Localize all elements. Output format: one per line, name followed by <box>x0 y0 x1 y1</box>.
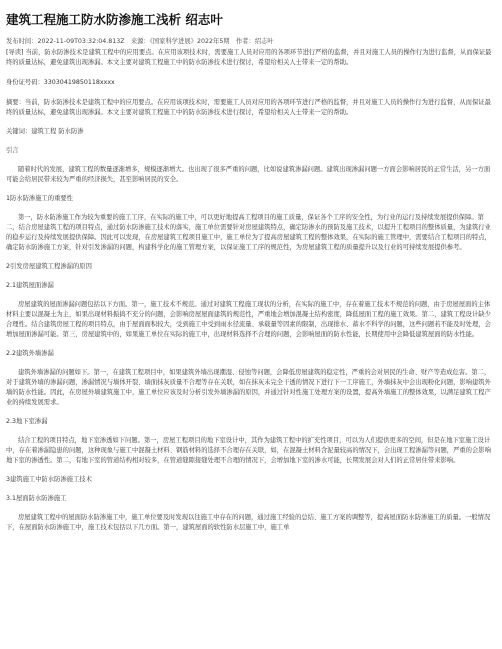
section-2-heading: 2引发房屋建筑工程渗漏的原因 <box>6 263 92 270</box>
section-2-2-heading: 2.2建筑外墙渗漏 <box>6 350 54 357</box>
section-1-text: 第一，防水防渗施工作为较为重要的施工工序，在实际的施工中，可以更好地提高工程项目的施工质量，保证各个工序的安全性，为行业的运行及持续发展提供保障。第二，结合房屋建筑工程的项目特点，通过防水防渗施工技术的落实，施工单位需要针对房屋建筑特点，确定防渗水的预防及施工技术，以提升工程项目的整体质量，为建筑行业的稳步运行及持续发展提供保障。因此可以发现，在房屋建筑工程项目施工中，施工单位为了提高房屋建筑工程的整体效果，在实际的施工管理中，需要结合工程项目的特点，确定防水防渗施工方案，针对引发渗漏的问题，构建科学化的施工管理方案，以保证施工工序的规范性，为房屋建筑工程的质量提升以及行业的可持续发展提供参考。 <box>6 214 491 251</box>
article-title: 建筑工程施工防水防渗施工浅析 绍志叶 <box>6 12 223 27</box>
section-3-heading: 3建筑施工中防水防渗施工技术 <box>6 476 92 483</box>
spacer <box>6 68 496 78</box>
section-2-3-text: 结合工程的项目特点，地下室渗透如下问题。第一，房屋工程项目的地下室设计中，其作为建筑工程中的扩充性项目，可以为人们提供更多的空间，但是在地下室施工设计中，存在着渗漏隐患的问题，这种现象与施工中混凝土材料、钢筋材料的选择不合理存在关联，如，在混凝土材料含泥量较高的情况下，会出现工程渗漏等问题，严重的会影响地下室的渗透性。第二，有地下室的管道结构相对较多，在管道缝隙接缝处理不合理的情况下，会增加地下室的渗水可能，长期发展会对人们的正常居住带来影响。 <box>6 437 491 464</box>
section-2-3-heading: 2.3地下室渗漏 <box>6 418 48 425</box>
article-meta: 发布时间：2022-11-09T03:32:04.813Z 来源：《国家科学进展》2022年5期 作者：绍志叶 <box>6 38 274 45</box>
id-number: 身份证号码：33030419850118xxxx <box>6 79 115 86</box>
section-2-2-text: 建筑外墙渗漏的问题如下。第一，在建筑工程项目中，如果建筑外墙出现潮湿、侵蚀等问题，会降低房屋建筑的稳定性，严重的会对居民的生命、财产等造成危害。第二，对于建筑外墙的渗漏问题，渗漏情况与墙体开裂、墙面抹灰质量不合理等存在关联，如在抹灰未完全干透的情况下进行下一工序施工，外墙抹灰中会出现粉化问题，影响建筑外墙的防水性能。因此，在房屋外墙建筑施工中，施工单位应该及时分析引发外墙渗漏的原因，并通过针对性施工处理方案的设置，提高外墙施工的整体效果，以满足建筑工程产业的持续发展需求。 <box>6 369 491 406</box>
abstract: 摘要：当前，防水防渗技术是建筑工程中的应用要点。在应用该项技术时，需要施工人员对应用的各项环节进行严格的监督，并且对施工人员的操作行为进行监督，从而保证最终的质量达标，避免建筑出现渗漏。本文主要对建筑工程施工中的防水防渗技术进行探讨，希望给相关人士带来一定的帮助。 <box>6 99 491 116</box>
lead-abstract: [导读] 当前，防水防渗技术是建筑工程中的应用要点。在应用该项技术时，需要施工人员对应用的各项环节进行严格的监督，并且对施工人员的操作行为进行监督，从而保证最终的质量达标，避免建筑出现渗漏。本文主要对建筑工程施工中的防水防渗技术进行探讨，希望给相关人士带来一定的帮助。 <box>6 49 492 66</box>
intro-heading: 引言 <box>6 147 19 154</box>
section-2-1-heading: 2.1建筑屋面渗漏 <box>6 282 54 289</box>
section-3-1-text: 房屋建筑工程中的屋面防水防渗施工中，施工单位要及时发现以往施工中存在的问题，通过施工经验的总结、施工方案的调整等，提高屋面防水防渗施工的质量。一般情况下，在屋面防水防渗施工中，施工技术包括以下几方面。第一，建筑屋面的软性防水层施工中，施工单 <box>6 514 491 531</box>
section-3-1-heading: 3.1屋面防水防渗施工 <box>6 495 67 502</box>
spacer <box>6 88 496 98</box>
section-1-heading: 1防水防渗施工的重要性 <box>6 195 73 202</box>
keywords: 关键词：建筑工程 防水防渗 <box>6 128 84 135</box>
intro-text: 随着时代的发展，建筑工程的数量逐渐增多，规模逐渐增大。也出现了很多严重的问题，比如说建筑渗漏问题。建筑出现渗漏问题一方面会影响居民的正常生活，另一方面可能会给居民带来较为严重的经济损失，甚至影响居民的安全。 <box>6 166 491 183</box>
section-2-1-text: 房屋建筑的屋面渗漏问题包括以下方面。第一，施工技术不规范。通过对建筑工程施工现状的分析，在实际的施工中，存在着施工技术不规范的问题，由于房屋屋面的主体材料主要以混凝土为主，如果出现材料振捣不充分的问题，会影响房屋屋面建筑的规范性，严重地会增加混凝土结构密度，降低屋面工程的施工效果。第二，建筑工程设计缺少合理性。结合建筑房屋工程的项目特点，由于屋面面积较大，受到施工中受到雨水径流量、承载量等因素的限制，出现排水、蓄水不科学的问题，这些问题若不能及时处理，会增加屋面渗漏可能。第三，房屋建筑中的，如果施工单位在实际的施工中，出现材料选择不合理的问题，会影响屋面的防水性能，长期使用中会降低建筑屋面的防水性能。 <box>6 301 491 338</box>
